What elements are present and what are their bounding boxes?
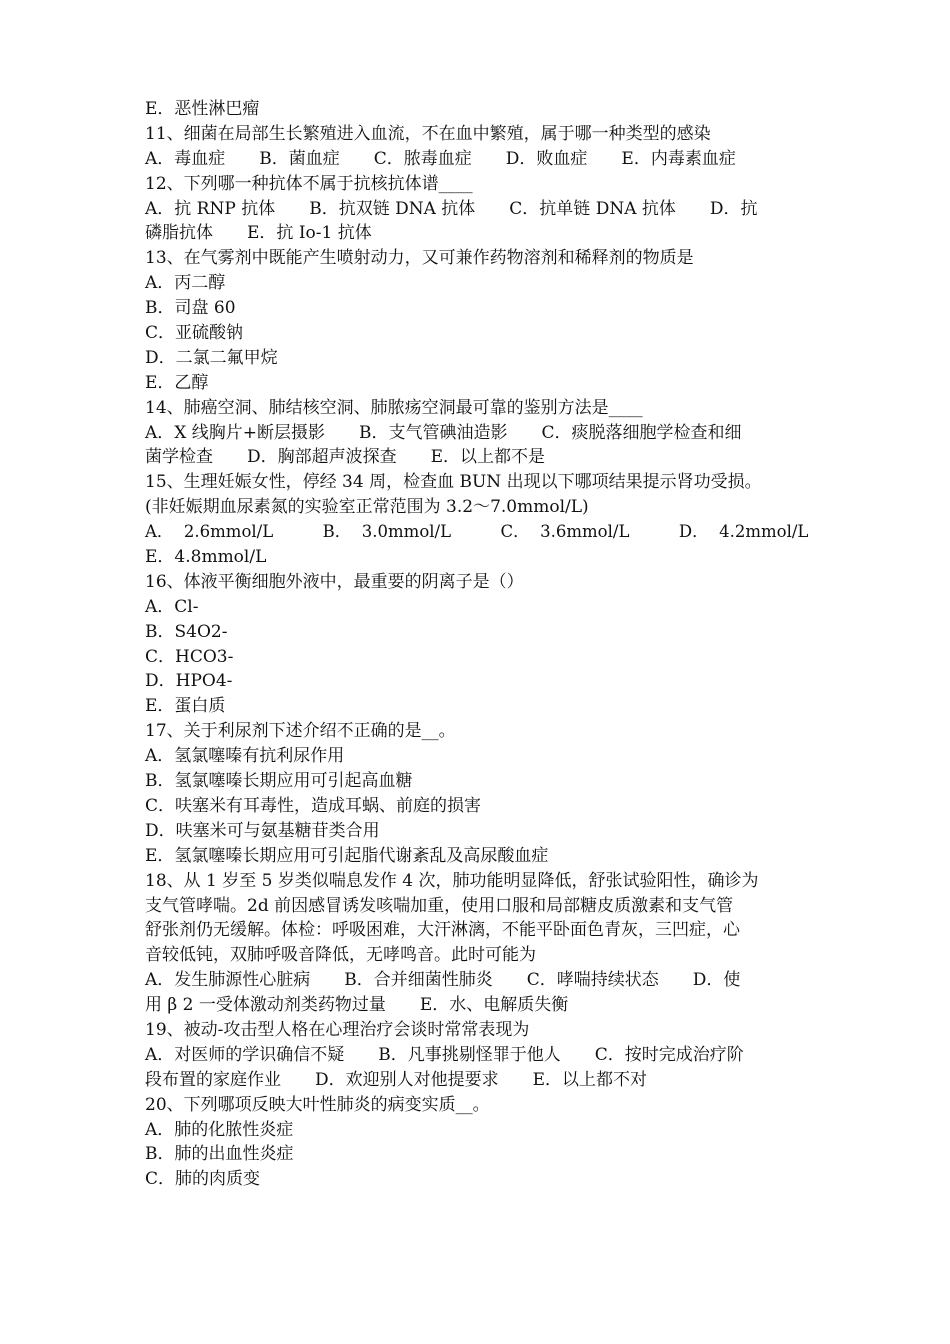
option-line: A．丙二醇 — [145, 273, 226, 294]
option-line: C．呋塞米有耳毒性，造成耳蜗、前庭的损害 — [145, 795, 482, 816]
question-19: 19、被动-攻击型人格在心理治疗会谈时常常表现为 — [145, 1019, 530, 1040]
options-11: A．毒血症 B．菌血症 C．脓毒血症 D．败血症 E．内毒素血症 — [145, 148, 736, 169]
question-18-cont: 舒张剂仍无缓解。体检：呼吸困难，大汗淋漓，不能平卧面色青灰，三凹症，心 — [145, 920, 740, 941]
options-19-cont: 段布置的家庭作业 D．欢迎别人对他提要求 E．以上都不对 — [145, 1069, 648, 1090]
question-14: 14、肺癌空洞、肺结核空洞、肺脓疡空洞最可靠的鉴别方法是____ — [145, 397, 643, 418]
question-13: 13、在气雾剂中既能产生喷射动力，又可兼作药物溶剂和稀释剂的物质是 — [145, 248, 694, 269]
option-line: E．乙醇 — [145, 372, 209, 393]
option-line: A．肺的化脓性炎症 — [145, 1119, 294, 1140]
question-20: 20、下列哪项反映大叶性肺炎的病变实质__。 — [145, 1094, 490, 1115]
option-line: E．恶性淋巴瘤 — [145, 99, 260, 119]
question-16: 16、体液平衡细胞外液中，最重要的阴离子是（） — [145, 571, 524, 592]
option-line: C．亚硫酸钠 — [145, 323, 244, 344]
option-line: B．司盘 60 — [145, 298, 236, 319]
options-12: A．抗 RNP 抗体 B．抗双链 DNA 抗体 C．抗单链 DNA 抗体 D．抗 — [145, 198, 758, 219]
document-page — [145, 97, 813, 1192]
option-line: E．蛋白质 — [145, 696, 226, 717]
question-15-cont: (非妊娠期血尿素氮的实验室正常范围为 3.2～7.0mmol/L) — [145, 497, 589, 518]
question-18: 18、从 1 岁至 5 岁类似喘息发作 4 次，肺功能明显降低，舒张试验阳性，确诊为 — [145, 870, 759, 891]
option-line: D．HPO4- — [145, 671, 233, 692]
options-14-cont: 菌学检查 D．胸部超声波探查 E．以上都不是 — [145, 447, 546, 468]
option-line: D．呋塞米可与氨基糖苷类合用 — [145, 820, 380, 841]
option-line: B．S4O2- — [145, 621, 228, 642]
question-18-cont: 音较低钝，双肺呼吸音降低，无哮鸣音。此时可能为 — [145, 945, 536, 966]
options-14: A．X 线胸片+断层摄影 B．支气管碘油造影 C．痰脱落细胞学检查和细 — [145, 422, 742, 443]
options-15: A． 2.6mmol/L B． 3.0mmol/L C． 3.6mmol/L D． 4.2mmol/L — [145, 522, 809, 542]
option-line: A．Cl- — [145, 596, 199, 617]
option-line: B．肺的出血性炎症 — [145, 1144, 294, 1165]
option-line: D．二氯二氟甲烷 — [145, 347, 278, 368]
question-17: 17、关于利尿剂下述介绍不正确的是__。 — [145, 721, 456, 742]
options-19: A．对医师的学识确信不疑 B．凡事挑剔怪罪于他人 C．按时完成治疗阶 — [145, 1044, 744, 1065]
options-18-cont: 用 β 2 一受体激动剂类药物过量 E．水、电解质失衡 — [145, 995, 569, 1016]
option-line: E．氢氯噻嗪长期应用可引起脂代谢紊乱及高尿酸血症 — [145, 845, 549, 866]
question-11: 11、细菌在局部生长繁殖进入血流，不在血中繁殖，属于哪一种类型的感染 — [145, 123, 711, 144]
options-12-cont: 磷脂抗体 E．抗 Io-1 抗体 — [145, 223, 372, 244]
question-12: 12、下列哪一种抗体不属于抗核抗体谱____ — [145, 173, 473, 194]
option-line: C．肺的肉质变 — [145, 1169, 261, 1190]
option-line: B．氢氯噻嗪长期应用可引起高血糖 — [145, 771, 413, 792]
question-18-cont: 支气管哮喘。2d 前因感冒诱发咳喘加重，使用口服和局部糖皮质激素和支气管 — [145, 895, 734, 916]
options-18: A．发生肺源性心脏病 B．合并细菌性肺炎 C．哮喘持续状态 D．使 — [145, 970, 741, 991]
question-15: 15、生理妊娠女性，停经 34 周，检查血 BUN 出现以下哪项结果提示肾功受损。 — [145, 472, 762, 493]
options-15-cont: E．4.8mmol/L — [145, 547, 267, 568]
option-line: A．氢氯噻嗪有抗利尿作用 — [145, 746, 345, 767]
option-line: C．HCO3- — [145, 646, 234, 667]
